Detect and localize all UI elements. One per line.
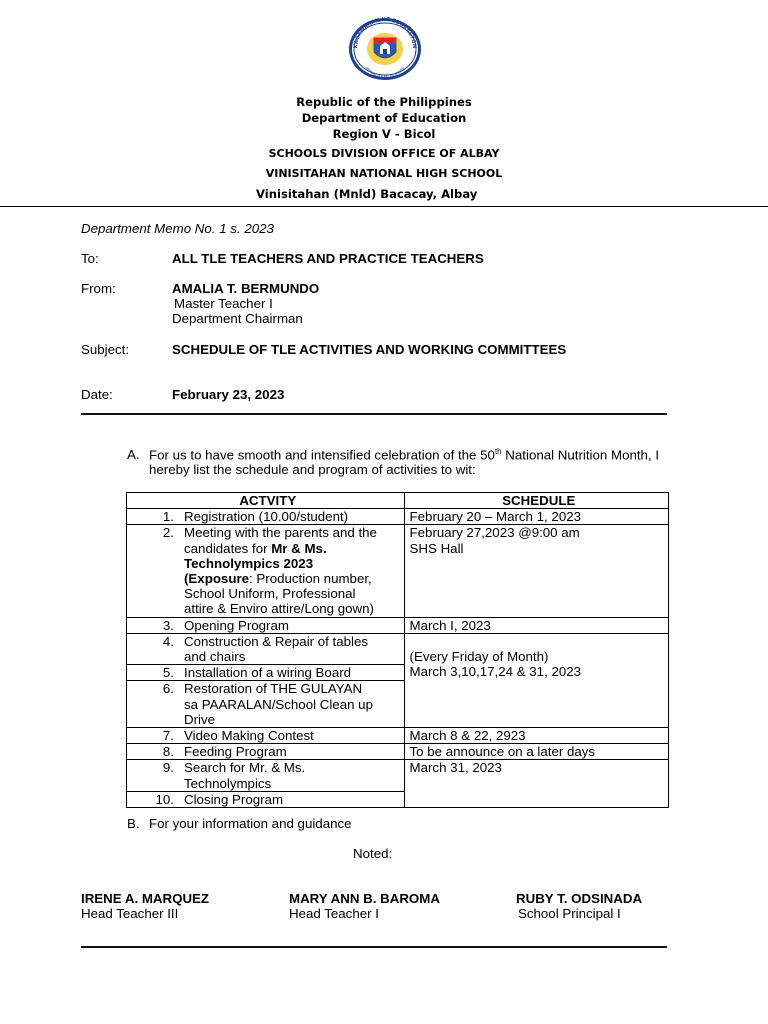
table-row (127, 617, 669, 633)
table-row (127, 744, 669, 760)
header-division-office: SCHOOLS DIVISION OFFICE OF ALBAY (268, 147, 500, 160)
header-region: Region V - Bicol (332, 127, 436, 141)
signatory-title: Head Teacher III (81, 906, 179, 921)
activity-cell: 1. Registration (10.00/student) (127, 509, 405, 525)
activity-cell: 2. Meeting with the parents and the candidates for Mr & Ms. Technolympics 2023 (Exposure: Production number, School Uniform, Professional attire & Enviro attire/Long gown) (127, 525, 405, 617)
table-header-row (127, 493, 669, 509)
table-row (127, 633, 669, 664)
from-name: AMALIA T. BERMUNDO (172, 281, 320, 296)
schedule-cell: (Every Friday of Month) March 3,10,17,24 & 31, 2023 (404, 633, 668, 727)
from-title-2: Department Chairman (172, 311, 303, 326)
schedule-cell: February 27,2023 @9:00 am SHS Hall (404, 525, 668, 617)
schedule-cell: To be announce on a later days (404, 744, 668, 760)
activity-cell: 3. Opening Program (127, 617, 405, 633)
header-divider (0, 206, 768, 207)
memo-title: Department Memo No. 1 s. 2023 (81, 221, 274, 236)
footer-divider (81, 946, 667, 948)
schedule-cell: March 31, 2023 (404, 760, 668, 808)
deped-seal (347, 16, 423, 82)
to-value: ALL TLE TEACHERS AND PRACTICE TEACHERS (172, 251, 484, 266)
activity-cell: 10. Closing Program (127, 791, 405, 807)
date-label: Date: (81, 387, 113, 402)
header-school-name: VINISITAHAN NATIONAL HIGH SCHOOL (265, 167, 503, 180)
schedule-cell: March 8 & 22, 2923 (404, 728, 668, 744)
activity-schedule-table (126, 492, 669, 808)
from-title-1: Master Teacher I (174, 296, 273, 311)
svg-text:REPUBLIKA NG PILIPINAS: REPUBLIKA NG PILIPINAS (364, 66, 406, 80)
signatory-title: Head Teacher I (289, 906, 379, 921)
item-b-marker: B. (127, 816, 140, 831)
activity-cell: 5. Installation of a wiring Board (127, 665, 405, 681)
table-row (127, 760, 669, 791)
from-label: From: (81, 281, 116, 296)
header-republic: Republic of the Philippines (296, 95, 472, 109)
col-activity-header: ACTVITY (127, 493, 405, 509)
schedule-cell: February 20 – March 1, 2023 (404, 509, 668, 525)
subject-value: SCHEDULE OF TLE ACTIVITIES AND WORKING COMMITTEES (172, 342, 567, 357)
signatory-name: IRENE A. MARQUEZ (81, 891, 210, 906)
signatory-title: School Principal I (518, 906, 621, 921)
item-b-text: For your information and guidance (149, 816, 352, 831)
subject-label: Subject: (81, 342, 130, 357)
table-row (127, 728, 669, 744)
date-value: February 23, 2023 (172, 387, 285, 402)
activity-cell: 6. Restoration of THE GULAYAN sa PAARALAN/School Clean up Drive (127, 681, 405, 728)
svg-text:KAGAWARAN NG EDUKASYON: KAGAWARAN NG EDUKASYON (352, 16, 418, 49)
item-a-text-line2: hereby list the schedule and program of activities to wit: (149, 462, 476, 477)
noted-label: Noted: (353, 846, 393, 861)
activity-cell: 7. Video Making Contest (127, 728, 405, 744)
signatory-name: RUBY T. ODSINADA (516, 891, 643, 906)
item-a-text: For us to have smooth and intensified celebration of the 50th National Nutrition Month, I (149, 447, 660, 463)
activity-cell: 4. Construction & Repair of tables and chairs (127, 633, 405, 664)
activity-cell: 9. Search for Mr. & Ms. Technolympics (127, 760, 405, 791)
header-school-address: Vinisitahan (Mnld) Bacacay, Albay (256, 187, 478, 201)
signatory-name: MARY ANN B. BAROMA (289, 891, 440, 906)
activity-cell: 8. Feeding Program (127, 744, 405, 760)
item-a-marker: A. (127, 447, 140, 462)
col-schedule-header: SCHEDULE (404, 493, 668, 509)
header-department: Department of Education (301, 111, 467, 125)
memo-divider (81, 413, 667, 415)
table-row (127, 509, 669, 525)
to-label: To: (81, 251, 99, 266)
table-row (127, 525, 669, 617)
schedule-cell: March I, 2023 (404, 617, 668, 633)
